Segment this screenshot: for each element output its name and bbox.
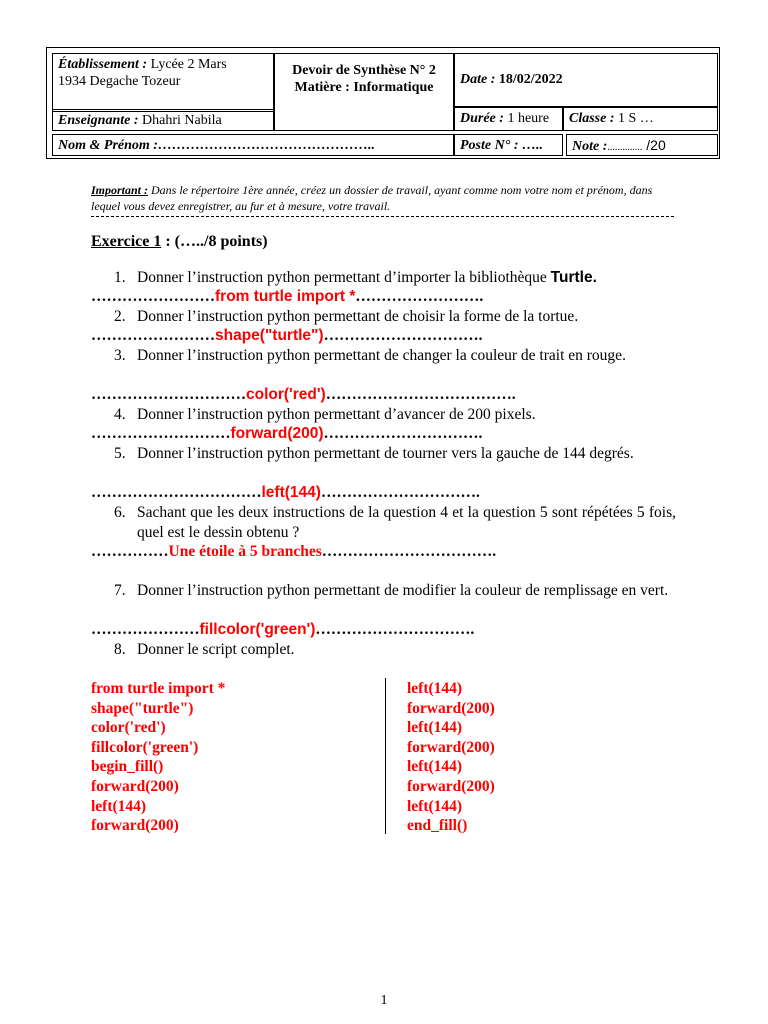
- script-line: from turtle import *: [91, 680, 226, 697]
- answer-7: [91, 621, 474, 639]
- question-6: [114, 503, 676, 543]
- answer-text: left(144): [261, 484, 321, 501]
- exercise-heading: [91, 233, 268, 251]
- question-number: 4.: [114, 406, 126, 423]
- classe-label: Classe :: [569, 111, 615, 126]
- question-text: Donner l’instruction python permettant d’importer la bibliothèque: [137, 269, 551, 286]
- poste-label: Poste N° : …..: [460, 138, 543, 153]
- answer-text: forward(200): [230, 425, 324, 442]
- question-5: [114, 444, 676, 464]
- enseignante-cell: [52, 109, 274, 131]
- nom-cell: [52, 134, 454, 156]
- dots-before: ……………: [91, 543, 169, 560]
- exercise-points: : (…../8 points): [161, 233, 268, 250]
- question-text: Donner l’instruction python permettant de tourner vers la gauche de 144 degrés.: [137, 445, 634, 462]
- script-line: color('red'): [91, 719, 166, 737]
- question-text: Donner l’instruction python permettant d’avancer de 200 pixels.: [137, 406, 536, 423]
- etablissement-value1: Lycée 2 Mars: [147, 57, 227, 72]
- classe-cell: [563, 107, 718, 131]
- question-8: [114, 640, 676, 660]
- answer-text: shape("turtle"): [215, 327, 324, 344]
- question-text: Sachant que les deux instructions de la question 4 et la question 5 sont répétées 5 fois, quel est le dessin obtenu ?: [137, 504, 676, 541]
- important-label: Important :: [91, 183, 149, 197]
- answer-3: [91, 386, 516, 404]
- answer-text: fillcolor('green'): [199, 621, 316, 638]
- note-cell: [566, 134, 718, 156]
- script-line: shape("turtle"): [91, 699, 194, 717]
- question-7: [114, 581, 676, 601]
- script-line: forward(200): [91, 777, 179, 795]
- important-text: Dans le répertoire 1ère année, créez un dossier de travail, ayant comme nom votre nom et prénom, dans lequel vous devez enregistrer, au fur et à mesure, votre travail.: [91, 183, 653, 213]
- duree-label: Durée :: [460, 111, 504, 126]
- script-line: left(144): [407, 719, 463, 737]
- important-note: [91, 182, 671, 214]
- nom-label: Nom & Prénom :………………………………………..: [58, 138, 375, 153]
- script-line: left(144): [407, 680, 463, 697]
- page-number: 1: [380, 993, 388, 1008]
- dots-before: ……………………………: [91, 484, 262, 501]
- question-text: Donner l’instruction python permettant de changer la couleur de trait en rouge.: [137, 347, 626, 364]
- date-cell: [454, 53, 718, 107]
- dots-before: ……………………: [91, 288, 215, 305]
- question-text: Donner l’instruction python permettant de modifier la couleur de remplissage en vert.: [137, 582, 669, 599]
- etablissement-cell: [52, 53, 274, 112]
- duree-cell: [454, 107, 563, 131]
- question-number: 1.: [114, 269, 126, 286]
- header-table: [46, 47, 720, 159]
- date-value: 18/02/2022: [495, 72, 563, 87]
- question-4: [114, 405, 676, 425]
- question-number: 7.: [114, 582, 126, 599]
- question-number: 5.: [114, 445, 126, 462]
- answer-text: color('red'): [246, 386, 326, 403]
- poste-cell: [454, 134, 563, 156]
- answer-5: [91, 484, 480, 502]
- answer-text: Une étoile à 5 branches: [168, 543, 322, 560]
- date-label: Date :: [460, 72, 496, 87]
- dots-before: ………………………: [91, 425, 231, 442]
- answer-4: [91, 425, 482, 443]
- enseignante-value: Dhahri Nabila: [138, 113, 222, 128]
- dots-after: …………………………….: [321, 543, 497, 560]
- script-line: forward(200): [91, 817, 179, 835]
- dots-after: ………………………….: [323, 425, 483, 442]
- duree-value: 1 heure: [503, 111, 550, 126]
- script-column-divider: [385, 678, 386, 834]
- script-line: begin_fill(): [91, 758, 164, 776]
- script-line: left(144): [407, 758, 463, 776]
- dashed-divider: [91, 216, 674, 217]
- subject-title: Matière : Informatique: [294, 80, 434, 95]
- answer-text: from turtle import *: [215, 288, 356, 305]
- dots-after: …………………….: [355, 288, 484, 305]
- exam-title: Devoir de Synthèse N° 2: [292, 63, 436, 78]
- question-1: [114, 268, 676, 288]
- dots-after: ………………………….: [315, 621, 475, 638]
- note-dots: ..............: [607, 142, 643, 153]
- answer-1: [91, 288, 483, 306]
- script-left-column: [91, 679, 225, 836]
- etablissement-label: Établissement :: [58, 57, 148, 72]
- question-number: 2.: [114, 308, 126, 325]
- question-number: 6.: [114, 504, 126, 521]
- dots-before: …………………: [91, 621, 200, 638]
- classe-value: 1 S …: [614, 111, 654, 126]
- script-line: forward(200): [407, 738, 495, 756]
- etablissement-value2: 1934 Degache Tozeur: [58, 74, 181, 89]
- script-line: left(144): [407, 797, 463, 815]
- enseignante-label: Enseignante :: [58, 113, 139, 128]
- script-line: end_fill(): [407, 817, 468, 835]
- question-2: [114, 307, 676, 327]
- question-text: Donner l’instruction python permettant de choisir la forme de la tortue.: [137, 308, 579, 325]
- dots-after: ……………………………….: [325, 386, 516, 403]
- question-bold: Turtle.: [550, 269, 597, 286]
- note-value: /20: [642, 137, 666, 153]
- question-number: 3.: [114, 347, 126, 364]
- dots-after: ………………………….: [323, 327, 483, 344]
- question-text: Donner le script complet.: [137, 641, 295, 658]
- question-3: [114, 346, 676, 366]
- answer-6: [91, 543, 496, 561]
- question-number: 8.: [114, 641, 126, 658]
- script-line: left(144): [91, 797, 147, 815]
- title-cell: [274, 53, 454, 131]
- answer-2: [91, 327, 482, 345]
- script-line: forward(200): [407, 699, 495, 717]
- dots-after: ………………………….: [320, 484, 480, 501]
- script-right-column: [407, 679, 495, 836]
- note-label: Note :: [572, 139, 608, 154]
- script-line: fillcolor('green'): [91, 738, 199, 756]
- exercise-title: Exercice 1: [91, 233, 162, 250]
- dots-before: ……………………: [91, 327, 215, 344]
- dots-before: …………………………: [91, 386, 246, 403]
- script-line: forward(200): [407, 777, 495, 795]
